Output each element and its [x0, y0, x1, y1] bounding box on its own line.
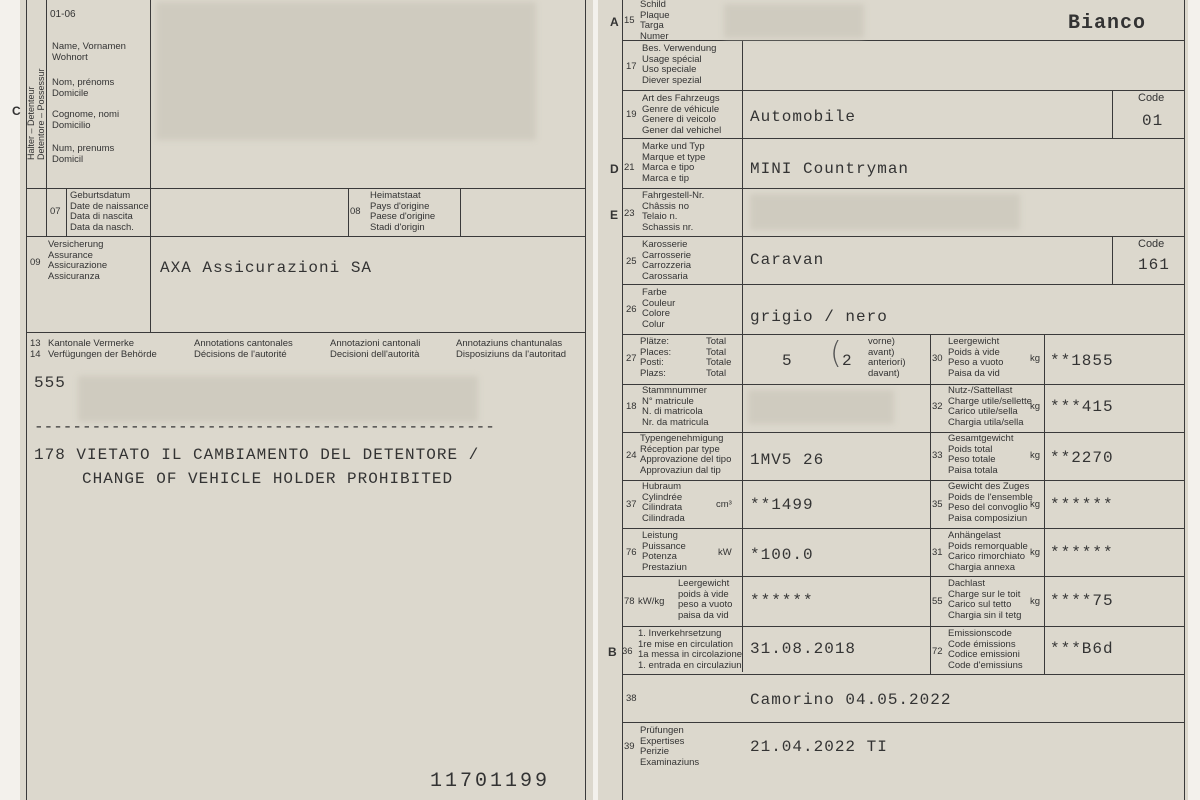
row39-value: 21.04.2022 TI: [750, 738, 888, 756]
left-page: [12, 0, 593, 800]
row76-unit: kW: [718, 547, 732, 558]
right-left-edge-line: [622, 0, 623, 800]
row15-label: Schild Plaque Targa Numer: [640, 0, 670, 42]
annot-label-rm: Annotaziuns chantunalas Disposiziuns da l'autoritad: [456, 338, 567, 360]
row26-value: grigio / nero: [750, 308, 888, 326]
right-page: [598, 0, 1188, 800]
row15-letter: A: [610, 15, 619, 29]
row33-label: Gesamtgewicht Poids total Peso totale Paisa totala: [948, 433, 1014, 476]
row78-number: 78: [624, 596, 635, 607]
row25-value: Caravan: [750, 251, 825, 269]
chassis-redacted: [750, 194, 1020, 230]
annot-label-fr: Annotations cantonales Décisions de l'autorité: [194, 338, 293, 360]
holder-label-fr: Nom, prénoms Domicile: [52, 77, 115, 99]
row31-number: 31: [932, 547, 943, 558]
row33-number: 33: [932, 450, 943, 461]
row24-number: 24: [626, 450, 637, 461]
rule-12: [622, 576, 1184, 577]
row25-code-value: 161: [1138, 256, 1170, 274]
row33-value: **2270: [1050, 449, 1114, 467]
code-box-19-line: [1112, 90, 1113, 138]
annot-label-de: Kantonale Vermerke Verfügungen der Behörde: [48, 338, 157, 360]
row21-number: 21: [624, 162, 635, 173]
holder-side-label: Halter – Detenteur Detentore – Possessur: [26, 68, 46, 160]
row76-number: 76: [626, 547, 637, 558]
rule-4: [622, 188, 1184, 189]
row27-front-label: vorne) avant) anteriori) davant): [868, 336, 906, 379]
row72-number: 72: [932, 646, 943, 657]
row19-label: Art des Fahrzeugs Genre de véhicule Genere di veicolo Gener dal vehichel: [642, 93, 722, 136]
row19-code-label: Code: [1138, 92, 1165, 104]
origin-value-line: [460, 188, 461, 236]
row76-value: *100.0: [750, 546, 814, 564]
rule-6: [622, 284, 1184, 285]
row31-label: Anhängelast Poids remorquable Carico rimorchiato Chargia annexa: [948, 530, 1028, 573]
rule-5: [622, 236, 1184, 237]
annotation-redacted: [78, 376, 478, 422]
row37-unit: cm³: [716, 499, 732, 510]
row78-value: ******: [750, 592, 814, 610]
rule-14: [622, 674, 1184, 675]
row72-label: Emissionscode Code émissions Codice emissioni Code d'emissiuns: [948, 628, 1023, 671]
right-right-edge-line: [1184, 0, 1185, 800]
holder-label-de: Name, Vornamen Wohnort: [52, 41, 126, 63]
matricule-redacted: [748, 390, 894, 424]
birth-label: Geburtsdatum Date de naissance Data di nascita Data da nasch.: [70, 190, 149, 233]
row37-value: **1499: [750, 496, 814, 514]
row23-letter: E: [610, 208, 619, 222]
row38-number: 38: [626, 693, 637, 704]
row25-number: 25: [626, 256, 637, 267]
row23-number: 23: [624, 208, 635, 219]
row55-value: ****75: [1050, 592, 1114, 610]
row26-label: Farbe Couleur Colore Colur: [642, 287, 676, 330]
document-number: 11701199: [430, 770, 551, 793]
row32-label: Nutz-/Sattellast Charge utile/sellette Carico utile/sella Chargia utila/sella: [948, 385, 1032, 428]
row27-bracket: (: [830, 336, 842, 371]
row21-value: MINI Countryman: [750, 160, 910, 178]
rule-7: [622, 334, 1184, 335]
insurance-bottom-line: [26, 332, 586, 333]
row37-number: 37: [626, 499, 637, 510]
row27-number: 27: [626, 353, 637, 364]
prohibition-line-2: CHANGE OF VEHICLE HOLDER PROHIBITED: [82, 470, 454, 488]
holder-bottom-line: [26, 188, 586, 189]
colour-value: Bianco: [1068, 12, 1147, 35]
insurance-label: Versicherung Assurance Assicurazione Assicuranza: [48, 239, 108, 282]
row32-value: ***415: [1050, 398, 1114, 416]
rule-1: [622, 40, 1184, 41]
rule-13: [622, 626, 1184, 627]
row36-label: 1. Inverkehrsetzung 1re mise en circulation 1a messa in circolazione 1. entrada en circulaziun: [638, 628, 743, 671]
row18-number: 18: [626, 401, 637, 412]
row19-code-value: 01: [1142, 112, 1164, 130]
rule-15: [622, 722, 1184, 723]
holder-section-letter: C: [12, 104, 21, 118]
birth-value-line: [150, 188, 151, 236]
row27-total-label: Total Total Totale Total: [706, 336, 732, 379]
row17-number: 17: [626, 61, 637, 72]
row36-letter: B: [608, 645, 617, 659]
row78-label: Leergewicht poids à vide peso a vuoto paisa da vid: [678, 578, 733, 621]
rule-3: [622, 138, 1184, 139]
row19-value: Automobile: [750, 108, 857, 126]
row36-number: 36: [622, 646, 633, 657]
left-right-edge-line: [585, 0, 586, 800]
origin-number: 08: [350, 206, 361, 217]
split-line-a: [930, 334, 931, 674]
row30-unit: kg: [1030, 353, 1041, 364]
row35-label: Gewicht des Zuges Poids de l'ensemble Peso del convoglio Paisa composiziun: [948, 481, 1033, 524]
row24-label: Typengenehmigung Réception par type Approvazione del tipo Approvaziun dal tip: [640, 433, 732, 476]
rule-11: [622, 528, 1184, 529]
annot-numbers: 13 14: [30, 338, 41, 360]
birth-number: 07: [50, 206, 61, 217]
row25-code-label: Code: [1138, 238, 1165, 250]
rule-10: [622, 480, 1184, 481]
row72-value: ***B6d: [1050, 640, 1114, 658]
insurance-divider-line: [150, 236, 151, 332]
dash-line: ------------------------------------------------: [34, 418, 495, 436]
split-line-b: [1044, 334, 1045, 674]
row35-unit: kg: [1030, 499, 1041, 510]
row31-value: ******: [1050, 544, 1114, 562]
row30-value: **1855: [1050, 352, 1114, 370]
row76-label: Leistung Puissance Potenza Prestaziun: [642, 530, 687, 573]
rule-2: [622, 90, 1184, 91]
row39-number: 39: [624, 741, 635, 752]
row24-value: 1MV5 26: [750, 451, 825, 469]
annot-label-it: Annotazioni cantonali Decisioni dell'autorità: [330, 338, 421, 360]
birth-number-line: [66, 188, 67, 236]
row17-label: Bes. Verwendung Usage spécial Uso speciale Diever spezial: [642, 43, 717, 86]
plate-redacted: [724, 4, 864, 38]
right-label-col-line: [742, 40, 743, 672]
row30-number: 30: [932, 353, 943, 364]
prohibition-line-1: 178 VIETATO IL CAMBIAMENTO DEL DETENTORE /: [34, 446, 480, 464]
row21-label: Marke und Typ Marque et type Marca e tipo Marca e tip: [642, 141, 706, 184]
row37-label: Hubraum Cylindrée Cilindrata Cilindrada: [642, 481, 685, 524]
row32-unit: kg: [1030, 401, 1041, 412]
row27-label: Plätze: Places: Posti: Plazs:: [640, 336, 672, 379]
code-555: 555: [34, 374, 66, 392]
row26-number: 26: [626, 304, 637, 315]
insurance-value: AXA Assicurazioni SA: [160, 259, 373, 277]
row35-value: ******: [1050, 496, 1114, 514]
holder-redacted: [156, 2, 536, 140]
row19-number: 19: [626, 109, 637, 120]
row55-number: 55: [932, 596, 943, 607]
row25-label: Karosserie Carrosserie Carrozzeria Carossaria: [642, 239, 692, 282]
row30-label: Leergewicht Poids à vide Peso a vuoto Paisa da vid: [948, 336, 1004, 379]
row27-front-value: 2: [842, 352, 853, 370]
code-box-25-line: [1112, 236, 1113, 284]
row55-unit: kg: [1030, 596, 1041, 607]
holder-label-it: Cognome, nomi Domicilio: [52, 109, 120, 131]
row35-number: 35: [932, 499, 943, 510]
insurance-number: 09: [30, 257, 41, 268]
row38-value: Camorino 04.05.2022: [750, 691, 952, 709]
holder-label-rm: Num, prenums Domicil: [52, 143, 115, 165]
row36-value: 31.08.2018: [750, 640, 857, 658]
holder-side-line: [46, 0, 47, 236]
row18-label: Stammnummer N° matricule N. di matricola Nr. da matricula: [642, 385, 709, 428]
row33-unit: kg: [1030, 450, 1041, 461]
row27-value: 5: [782, 352, 793, 370]
row78-unit-label: kW/kg: [638, 596, 665, 607]
origin-label: Heimatstaat Pays d'origine Paese d'origine Stadi d'origin: [370, 190, 436, 233]
row23-label: Fahrgestell-Nr. Châssis no Telaio n. Schassis nr.: [642, 190, 705, 233]
row55-label: Dachlast Charge sur le toit Carico sul tetto Chargia sin il tetg: [948, 578, 1022, 621]
row21-letter: D: [610, 162, 619, 176]
row39-label: Prüfungen Expertises Perizie Examinaziuns: [640, 725, 700, 768]
dates-code: 01-06: [50, 9, 76, 20]
birth-bottom-line: [26, 236, 586, 237]
origin-number-line: [348, 188, 349, 236]
row15-number: 15: [624, 15, 635, 26]
row31-unit: kg: [1030, 547, 1041, 558]
holder-divider-line: [150, 0, 151, 188]
row32-number: 32: [932, 401, 943, 412]
